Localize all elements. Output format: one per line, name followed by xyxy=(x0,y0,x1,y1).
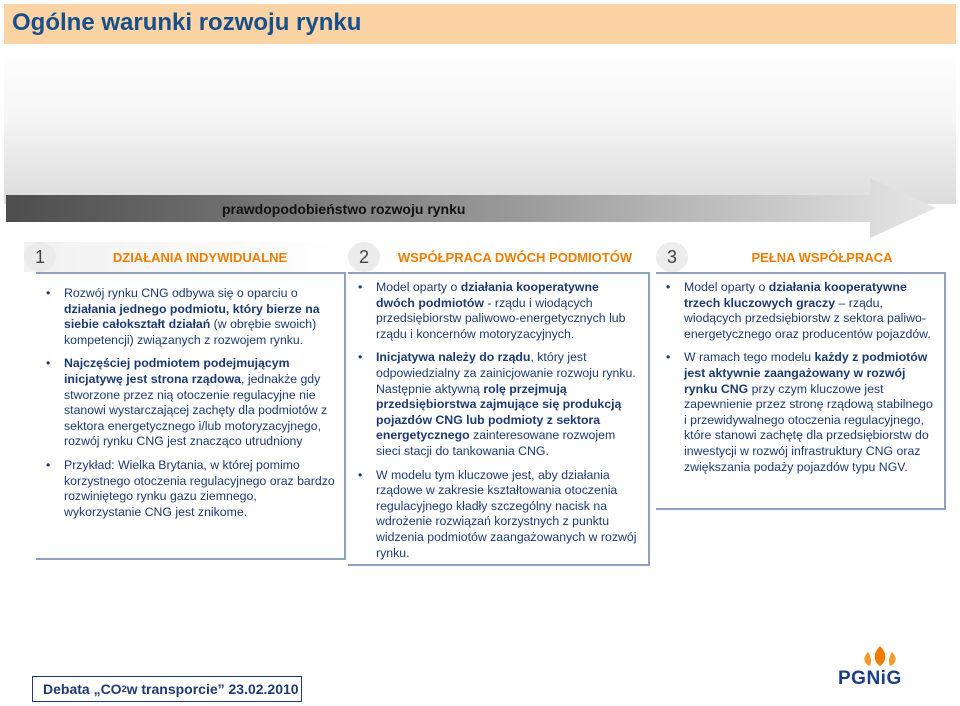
footer-event-label xyxy=(32,676,302,702)
column-1-label: DZIAŁANIA INDYWIDUALNE xyxy=(112,249,288,265)
bullet-text: W modelu tym kluczowe jest, aby działania rządowe w zakresie kształtowania otoczenia regulacyjnego kładły szczególny nacisk na wdrożenie rozwiązań korzystnych z punktu widzenia podmiotów zaangażowanych w rozwój rynku. xyxy=(376,467,637,560)
column-2-list xyxy=(354,280,640,561)
column-3-body xyxy=(656,272,946,510)
bullet-text: Model oparty o xyxy=(684,280,769,294)
arrow-shape xyxy=(6,178,936,238)
column-3-heading xyxy=(656,242,956,272)
bullet-text-bold: rolę przejmują przedsiębiorstwa zajmujące się produkcją pojazdów CNG lub podmioty z sektora energetycznego xyxy=(376,381,622,443)
bullet-text: , który jest odpowiedzialny za zainicjowanie rozwoju rynku. Następnie aktywną xyxy=(376,350,636,396)
bullet-text-bold: Inicjatywa należy do rządu xyxy=(376,350,531,365)
bullet-text: Rozwój rynku CNG odbywa się o oparciu o xyxy=(64,286,298,300)
bullet-item xyxy=(42,286,336,348)
bullet-text: Przykład: Wielka Brytania, w której pomimo korzystnego otoczenia regulacyjnego oraz bardzo rozwiniętego rynku gazu ziemnego, wykorzystanie CNG jest znikome. xyxy=(64,457,335,519)
footer-subscript: 2 xyxy=(121,684,127,694)
bullet-text-bold: działania kooperatywne trzech kluczowych graczy xyxy=(684,280,907,310)
arrow-label: prawdopodobieństwo rozwoju rynku xyxy=(222,201,466,217)
slide-title: Ogólne warunki rozwoju rynku xyxy=(12,9,362,36)
bullet-text-bold: Najczęściej podmiotem podejmującym inicjatywę jest strona rządowa xyxy=(64,356,290,386)
column-1-heading xyxy=(24,242,344,272)
bullet-text: , jednakże gdy stworzone przez nią otoczenie regulacyjne nie stanowi wystarczającej zachęty dla podmiotów z sektora energetycznego i/lub motoryzacyjnego, rozwój rynku CNG jest znacząco utrudniony xyxy=(64,371,328,449)
column-1-number: 1 xyxy=(24,242,56,272)
bullet-text: - rządu i wiodących przedsiębiorstw paliwowo-energetycznych lub rządu i koncernów motoryzacyjnych. xyxy=(376,295,626,341)
column-3-label: PEŁNA WSPÓŁPRACA xyxy=(751,249,893,265)
bullet-item xyxy=(354,280,640,342)
bullet-text: (w obrębie swoich) kompetencji) związanych z rozwojem rynku. xyxy=(64,317,317,347)
pgnig-logo-text: PGNiG xyxy=(838,668,902,689)
bullet-item xyxy=(42,356,336,450)
bullet-text: – rządu, wiodących przedsiębiorstw z sektora paliwo-energetycznego oraz producentów pojazdów. xyxy=(684,295,931,341)
column-2-label: WSPÓŁPRACA DWÓCH PODMIOTÓW xyxy=(397,249,633,265)
bullet-text: zainteresowane rozwojem sieci stacji do tankowania CNG. xyxy=(376,428,616,458)
column-3-list xyxy=(662,280,936,475)
column-2-body xyxy=(348,272,650,566)
bullet-item xyxy=(42,458,336,520)
column-1-body xyxy=(36,272,346,560)
column-2-heading xyxy=(348,242,650,272)
bullet-text: W ramach tego modelu xyxy=(684,350,815,365)
footer-suffix: w transporcie” 23.02.2010 xyxy=(126,681,299,697)
column-3-number: 3 xyxy=(656,242,688,272)
bullet-text: przy czym kluczowe jest zapewnienie przez stronę rządową stabilnego i przewidywalnego otoczenia regulacyjnego, które stanowi zachętę dla przedsiębiorstw do inwestycji w rozwój infrastruktury CNG oraz zwiększania podaży pojazdów typu NGV. xyxy=(684,381,933,474)
footer-prefix: Debata „CO xyxy=(43,681,122,697)
column-1-list xyxy=(42,286,336,520)
bullet-text-bold: każdy z podmiotów jest aktywnie zaangażowany w rozwój rynku CNG xyxy=(684,350,928,396)
column-2-number: 2 xyxy=(348,242,380,272)
bullet-item xyxy=(662,350,936,475)
bullet-text-bold: działania jednego podmiotu, który bierze na siebie całokształt działań xyxy=(64,301,320,332)
bullet-item xyxy=(354,350,640,459)
bullet-item xyxy=(662,280,936,342)
bullet-item xyxy=(354,468,640,562)
bullet-text: Model oparty o xyxy=(376,280,461,294)
bullet-text-bold: działania kooperatywne dwóch podmiotów xyxy=(376,280,599,310)
